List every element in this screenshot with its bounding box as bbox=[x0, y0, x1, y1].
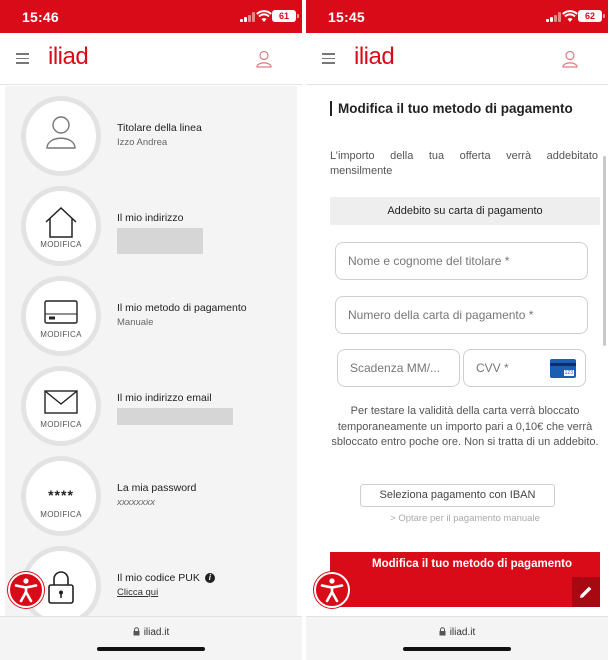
row-title: Il mio indirizzo bbox=[117, 212, 184, 224]
credit-card-icon bbox=[44, 300, 78, 324]
wifi-icon bbox=[256, 9, 272, 23]
redacted-email bbox=[117, 408, 233, 425]
manual-payment-link[interactable]: > Optare per il pagamento manuale bbox=[390, 513, 540, 524]
list-item-puk bbox=[5, 536, 297, 616]
row-title: Titolare della linea bbox=[117, 122, 202, 134]
list-item-payment-method[interactable] bbox=[5, 266, 297, 356]
padlock-icon bbox=[133, 627, 140, 636]
password-icon: **** bbox=[48, 487, 74, 503]
person-icon bbox=[45, 115, 77, 149]
row-subtitle: Izzo Andrea bbox=[117, 137, 168, 148]
status-time: 15:46 bbox=[22, 9, 59, 25]
row-title: La mia password bbox=[117, 482, 197, 494]
lock-icon bbox=[48, 570, 74, 604]
owner-avatar bbox=[21, 96, 101, 176]
select-iban-button[interactable]: Seleziona pagamento con IBAN bbox=[360, 484, 555, 507]
authorization-notice: Per testare la validità della carta verrà bloccato temporaneamente un importo pari a 0,10€ che verrà sbloccato entro poche ore. Non si tratta di un addebito. bbox=[331, 405, 599, 448]
status-time: 15:45 bbox=[328, 9, 365, 25]
status-bar bbox=[0, 0, 302, 33]
row-subtitle: Manuale bbox=[117, 317, 154, 328]
row-subtitle: xxxxxxxx bbox=[117, 497, 155, 508]
row-title: Il mio indirizzo email bbox=[117, 392, 212, 404]
accessibility-icon bbox=[13, 577, 39, 603]
cardholder-name-input[interactable] bbox=[335, 242, 588, 280]
accessibility-button[interactable] bbox=[314, 572, 350, 608]
status-bar bbox=[306, 0, 608, 33]
cellular-signal-icon bbox=[240, 12, 254, 22]
house-icon bbox=[43, 205, 79, 239]
accessibility-icon bbox=[319, 577, 345, 603]
wifi-icon bbox=[562, 9, 578, 23]
payment-method-form bbox=[306, 86, 608, 616]
browser-url-bar[interactable] bbox=[0, 616, 302, 660]
menu-icon[interactable] bbox=[322, 53, 335, 64]
email-modify-button[interactable] bbox=[21, 366, 101, 446]
user-account-icon[interactable] bbox=[256, 50, 272, 68]
battery-indicator: 62 bbox=[578, 10, 602, 22]
user-account-icon[interactable] bbox=[562, 50, 578, 68]
url-text: iliad.it bbox=[143, 627, 170, 638]
modify-label: MODIFICA bbox=[40, 240, 82, 249]
url-text: iliad.it bbox=[449, 627, 476, 638]
billing-description: L’importo della tua offerta verrà addebitato mensilmente bbox=[330, 150, 598, 177]
list-item-address[interactable] bbox=[5, 176, 297, 266]
info-icon[interactable]: i bbox=[205, 573, 215, 583]
padlock-icon bbox=[439, 627, 446, 636]
submit-payment-method-button[interactable]: Modifica il tuo metodo di pagamento bbox=[330, 552, 600, 607]
modify-label: MODIFICA bbox=[40, 420, 82, 429]
home-indicator[interactable] bbox=[97, 647, 205, 651]
card-payment-section-label: Addebito su carta di pagamento bbox=[330, 197, 600, 225]
edit-button[interactable] bbox=[572, 577, 600, 607]
payment-modify-button[interactable] bbox=[21, 276, 101, 356]
iliad-logo[interactable]: iliad bbox=[354, 43, 395, 70]
home-indicator[interactable] bbox=[403, 647, 511, 651]
browser-url-bar[interactable] bbox=[306, 616, 608, 660]
list-item-password[interactable] bbox=[5, 446, 297, 536]
list-item-email[interactable] bbox=[5, 356, 297, 446]
account-details-list bbox=[5, 86, 297, 616]
app-header bbox=[306, 33, 608, 85]
puk-link[interactable]: Clicca qui bbox=[117, 587, 159, 598]
card-number-input[interactable] bbox=[335, 296, 588, 334]
modify-label: MODIFICA bbox=[40, 330, 82, 339]
right-phone-screen bbox=[306, 0, 608, 660]
envelope-icon bbox=[44, 390, 78, 414]
cvv-field-wrapper bbox=[463, 349, 586, 387]
list-item-owner bbox=[5, 86, 297, 176]
pencil-icon bbox=[579, 585, 593, 599]
battery-indicator: 61 bbox=[272, 10, 296, 22]
modify-label: MODIFICA bbox=[40, 510, 82, 519]
page-title: Modifica il tuo metodo di pagamento bbox=[330, 101, 573, 116]
menu-icon[interactable] bbox=[16, 53, 29, 64]
scrollbar[interactable] bbox=[603, 156, 606, 346]
row-title: Il mio metodo di pagamento bbox=[117, 302, 247, 314]
password-modify-button[interactable] bbox=[21, 456, 101, 536]
expiry-date-input[interactable] bbox=[337, 349, 460, 387]
iliad-logo[interactable]: iliad bbox=[48, 43, 89, 70]
left-phone-screen bbox=[0, 0, 302, 660]
redacted-address bbox=[117, 228, 203, 254]
app-header bbox=[0, 33, 302, 85]
cellular-signal-icon bbox=[546, 12, 560, 22]
card-cvv-icon: 123 bbox=[550, 359, 576, 378]
address-modify-button[interactable] bbox=[21, 186, 101, 266]
accessibility-button[interactable] bbox=[8, 572, 44, 608]
row-title: Il mio codice PUK bbox=[117, 572, 200, 584]
